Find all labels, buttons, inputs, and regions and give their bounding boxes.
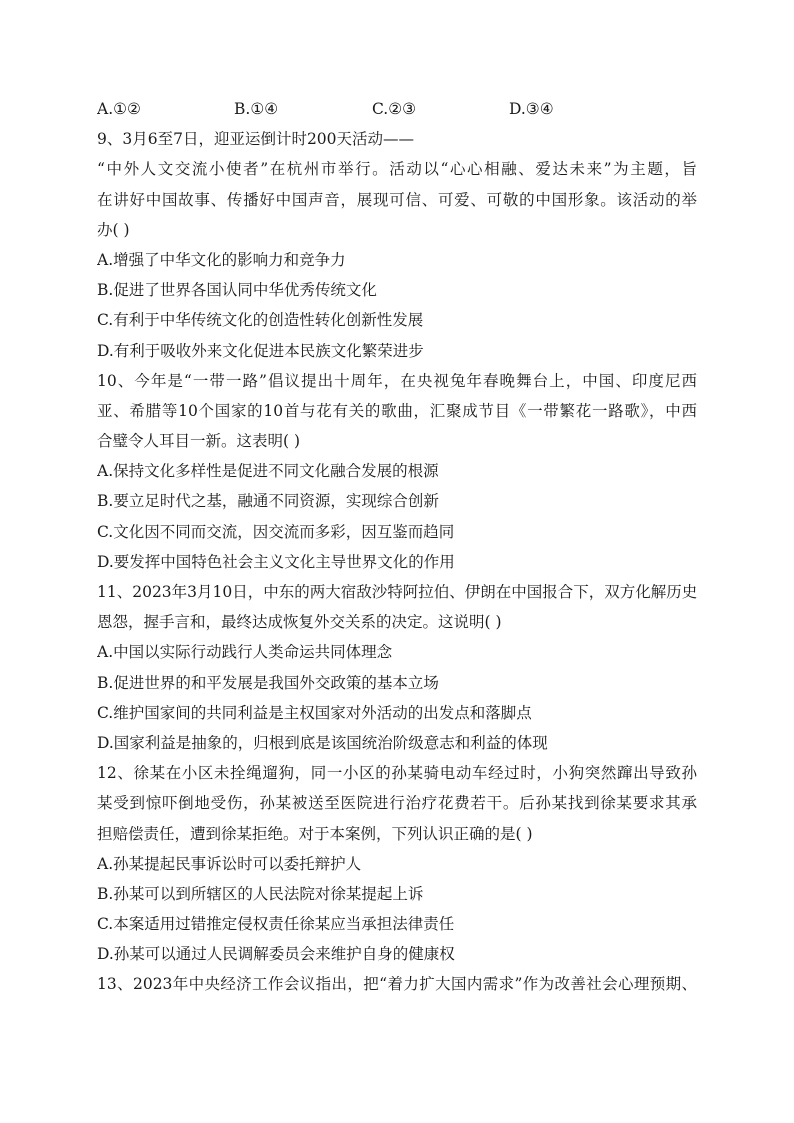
q8-options-row (97, 94, 697, 124)
option-b: B.促进世界的和平发展是我国外交政策的基本立场 (97, 673, 439, 692)
option-b: B.要立足时代之基，融通不同资源，实现综合创新 (97, 492, 439, 511)
option-b: B.孙某可以到所辖区的人民法院对徐某提起上诉 (97, 884, 424, 903)
option-a: A.增强了中华文化的影响力和竞争力 (97, 250, 346, 269)
question-stem-line: 某受到惊吓倒地受伤，孙某被送至医院进行治疗花费若干。后孙某找到徐某要求其承 (97, 794, 697, 813)
option-c: C.本案适用过错推定侵权责任徐某应当承担法律责任 (97, 915, 455, 934)
option-a: A.孙某提起民事诉讼时可以委托辩护人 (97, 854, 362, 873)
question-stem-line: 9、3月6至7日，迎亚运倒计时200天活动—— (97, 130, 415, 149)
question-stem-line: 11、2023年3月10日，中东的两大宿敌沙特阿拉伯、伊朗在中国报合下，双方化解历史 (97, 583, 697, 601)
question-stem-line: 10、今年是“一带一路”倡议提出十周年，在央视兔年春晚舞台上，中国、印度尼西 (97, 371, 697, 390)
option-b: B.促进了世界各国认同中华优秀传统文化 (97, 281, 377, 300)
option-c: C.文化因不同而交流，因交流而多彩，因互鉴而趋同 (97, 522, 455, 541)
option-d: D.要发挥中国特色社会主义文化主导世界文化的作用 (97, 552, 455, 571)
question-stem-line: 恩怨，握手言和，最终达成恢复外交关系的决定。这说明( ) (97, 613, 502, 632)
question-13 (97, 969, 697, 999)
question-stem-line: 13、2023年中央经济工作会议指出，把“着力扩大国内需求”作为改善社会心理预期、 (97, 975, 697, 994)
question-stem-line: 在讲好中国故事、传播好中国声音，展现可信、可爱、可敬的中国形象。该活动的举 (97, 190, 697, 209)
question-content (97, 94, 697, 1000)
question-stem-line: “中外人文交流小使者”在杭州市举行。活动以“心心相融、爱达未来”为主题，旨 (97, 160, 697, 179)
option-a: A.中国以实际行动践行人类命运共同体理念 (97, 643, 393, 662)
question-stem-line: 12、徐某在小区未拴绳遛狗，同一小区的孙某骑电动车经过时，小狗突然蹿出导致孙 (97, 764, 697, 783)
q8-option-c: C.②③ (372, 100, 417, 118)
q8-option-a: A.①② (97, 100, 141, 118)
question-10 (97, 366, 697, 577)
q8-option-d: D.③④ (509, 100, 554, 118)
option-d: D.孙某可以通过人民调解委员会来维护自身的健康权 (97, 945, 455, 964)
option-c: C.有利于中华传统文化的创造性转化创新性发展 (97, 311, 424, 330)
question-12 (97, 758, 697, 969)
question-9 (97, 124, 697, 366)
option-c: C.维护国家间的共同利益是主权国家对外活动的出发点和落脚点 (97, 703, 532, 722)
option-d: D.国家利益是抽象的，归根到底是该国统治阶级意志和利益的体现 (97, 733, 548, 752)
question-stem-line: 合璧令人耳目一新。这表明( ) (97, 432, 301, 451)
question-stem-line: 亚、希腊等10个国家的10首与花有关的歌曲，汇聚成节目《一带繁花一路歌》，中西 (97, 401, 697, 420)
option-d: D.有利于吸收外来文化促进本民族文化繁荣进步 (97, 341, 424, 360)
question-stem-line: 办( ) (97, 220, 130, 239)
question-stem-line: 担赔偿责任，遭到徐某拒绝。对于本案例，下列认识正确的是( ) (97, 824, 533, 843)
option-a: A.保持文化多样性是促进不同文化融合发展的根源 (97, 462, 439, 481)
q8-option-b: B.①④ (234, 100, 279, 118)
question-11 (97, 577, 697, 758)
